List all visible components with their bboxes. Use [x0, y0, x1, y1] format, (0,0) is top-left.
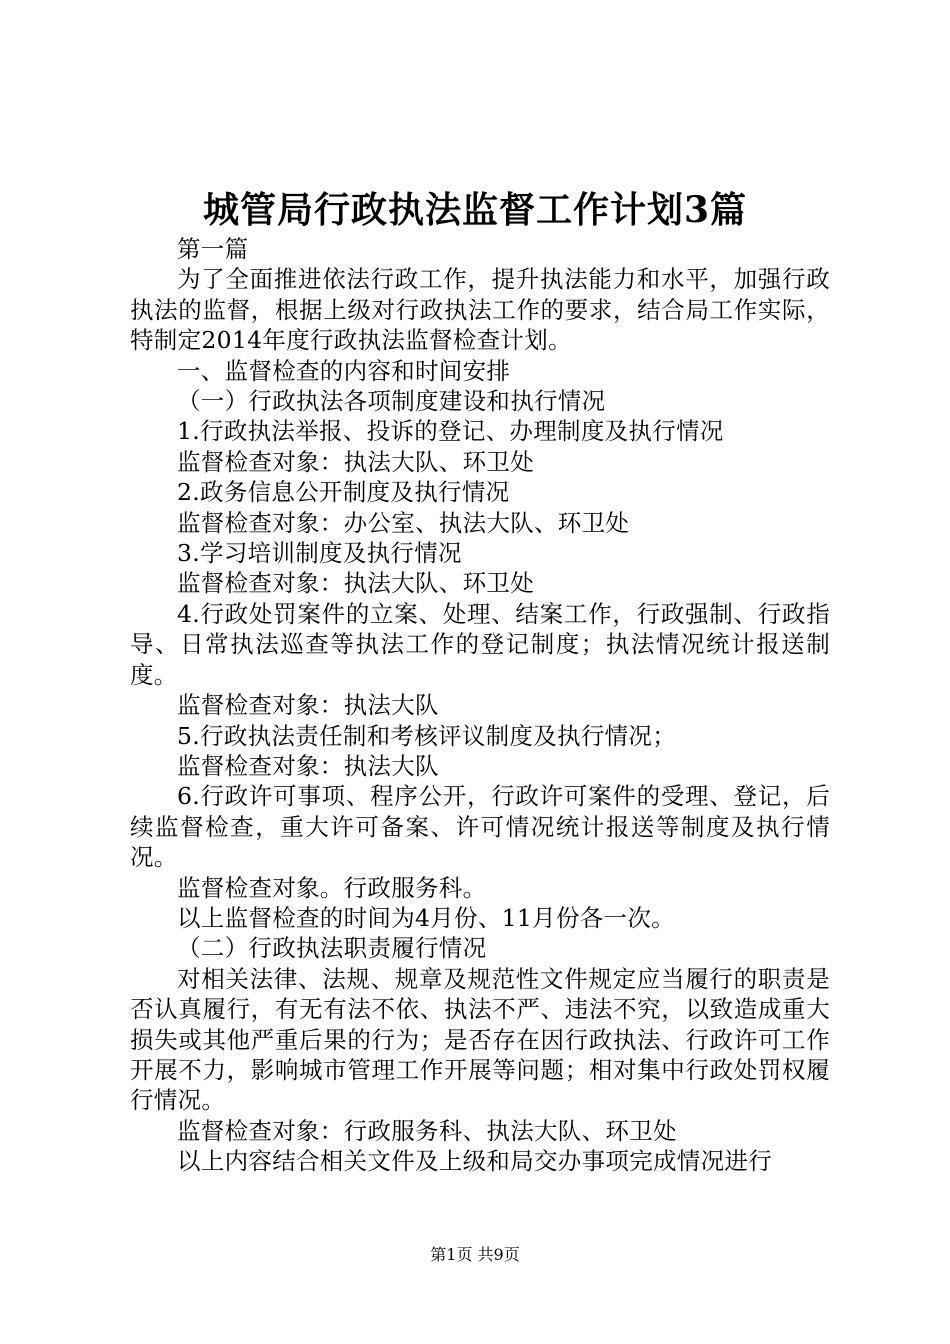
paragraph: 3.学习培训制度及执行情况 — [177, 539, 462, 568]
document-title: 城管局行政执法监督工作计划3篇 — [202, 189, 748, 231]
paragraph: 5.行政执法责任制和考核评议制度及执行情况； — [177, 721, 677, 750]
paragraph: 监督检查对象：行政服务科、执法大队、环卫处 — [177, 1116, 677, 1145]
paragraph: 监督检查对象：执法大队 — [177, 691, 439, 720]
paragraph: 对相关法律、法规、规章及规范性文件规定应当履行的职责是否认真履行，有无有法不依、执法不严、违法不究，以致造成重大损失或其他严重后果的行为；是否存在因行政执法、行政许可工作开展不力，影响城市管理工作开展等问题；相对集中行政处罚权履行情况。 — [130, 964, 830, 1115]
paragraph: 1.行政执法举报、投诉的登记、办理制度及执行情况 — [177, 417, 724, 446]
paragraph: 一、监督检查的内容和时间安排 — [177, 356, 511, 385]
paragraph: 6.行政许可事项、程序公开，行政许可案件的受理、登记，后续监督检查，重大许可备案、许可情况统计报送等制度及执行情况。 — [130, 782, 830, 872]
paragraph: 4.行政处罚案件的立案、处理、结案工作，行政强制、行政指导、日常执法巡查等执法工作的登记制度；执法情况统计报送制度。 — [130, 599, 830, 689]
paragraph: 监督检查对象：执法大队、环卫处 — [177, 569, 534, 598]
paragraph: （一）行政执法各项制度建设和执行情况 — [177, 387, 606, 416]
paragraph: 以上监督检查的时间为4月份、11月份各一次。 — [177, 903, 675, 932]
paragraph: 第一篇 — [177, 235, 249, 263]
paragraph: 监督检查对象：办公室、执法大队、环卫处 — [177, 508, 630, 537]
paragraph: 为了全面推进依法行政工作，提升执法能力和水平，加强行政执法的监督，根据上级对行政执法工作的要求，结合局工作实际，特制定2014年度行政执法监督检查计划。 — [130, 265, 830, 355]
document-body — [130, 234, 830, 1177]
paragraph: 以上内容结合相关文件及上级和局交办事项完成情况进行 — [177, 1147, 772, 1176]
paragraph: 监督检查对象：执法大队、环卫处 — [177, 447, 534, 476]
paragraph: 监督检查对象：执法大队 — [177, 751, 439, 780]
paragraph: （二）行政执法职责履行情况 — [177, 934, 487, 963]
paragraph: 2.政务信息公开制度及执行情况 — [177, 478, 510, 507]
paragraph: 监督检查对象。行政服务科。 — [177, 873, 487, 902]
page-footer: 第1页 共9页 — [430, 1245, 520, 1264]
